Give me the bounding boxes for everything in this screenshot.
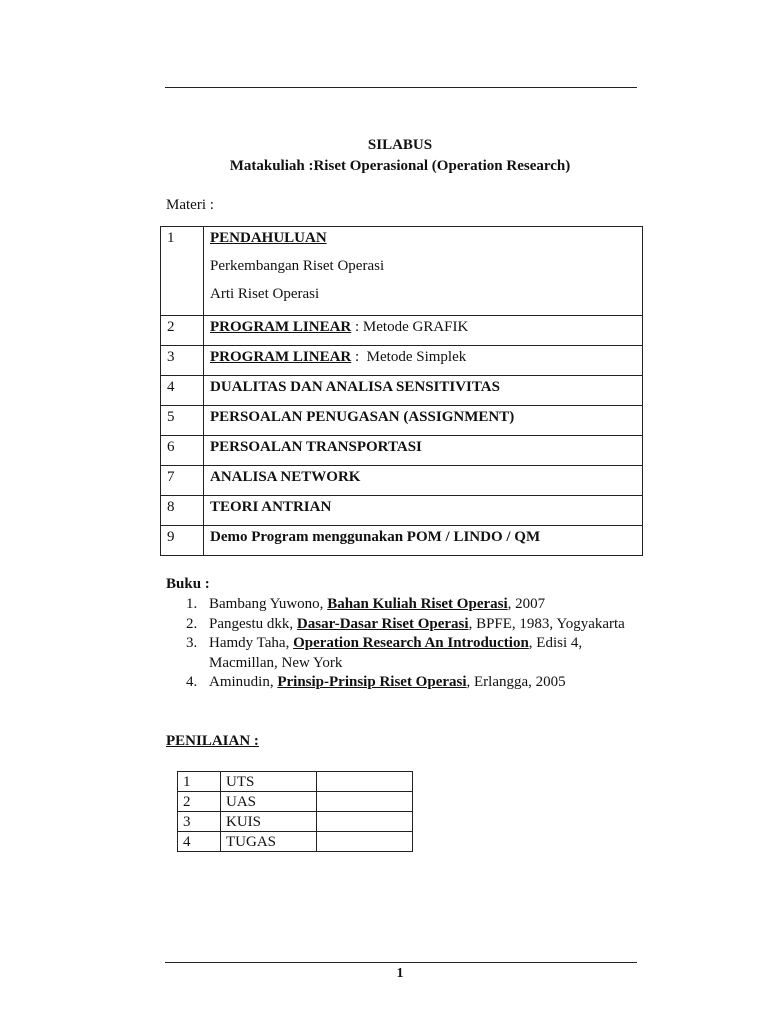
topic-subitem: Perkembangan Riset Operasi [210,258,385,274]
book-author: Pangestu dkk, [209,615,297,632]
penilaian-value [317,792,413,812]
penilaian-table [177,771,413,852]
materi-label: Materi : [166,197,214,213]
penilaian-item: TUGAS [221,832,317,852]
topic-subitem: Arti Riset Operasi [210,286,320,302]
topic-detail: : Metode GRAFIK [351,319,469,335]
course-subtitle: Matakuliah :Riset Operasional (Operation Research) [229,158,571,174]
materi-row-number: 4 [161,376,204,406]
penilaian-value [317,832,413,852]
book-list [166,595,636,693]
book-number: 2. [186,615,198,632]
book-publisher: , BPFE, 1983, Yogyakarta [468,615,625,632]
materi-row-topic: TEORI ANTRIAN [204,496,643,526]
penilaian-number: 4 [178,832,221,852]
penilaian-row [178,812,413,832]
penilaian-label: PENILAIAN : [166,733,259,749]
book-item [166,615,636,635]
book-author: Aminudin, [209,674,278,690]
materi-row-number: 6 [161,436,204,466]
book-publisher: , Edisi 4, Macmillan, New York [209,635,583,671]
book-title: Operation Research An Introduction [293,635,529,651]
materi-row-topic [204,227,643,316]
penilaian-value [317,772,413,792]
penilaian-row [178,772,413,792]
buku-label: Buku : [166,576,210,592]
penilaian-value [317,812,413,832]
materi-row-topic: PERSOALAN TRANSPORTASI [204,436,643,466]
materi-row [161,526,643,556]
header-rule [165,87,637,88]
materi-row [161,496,643,526]
materi-row-topic: PERSOALAN PENUGASAN (ASSIGNMENT) [204,406,643,436]
penilaian-number: 1 [178,772,221,792]
penilaian-row [178,832,413,852]
penilaian-item: UAS [221,792,317,812]
book-publisher: , Erlangga, 2005 [466,674,566,690]
materi-row [161,406,643,436]
document-title: SILABUS [367,137,433,153]
materi-row-number: 5 [161,406,204,436]
page-number: 1 [396,966,404,981]
materi-row [161,436,643,466]
book-item [166,595,636,615]
materi-row-number: 2 [161,316,204,346]
materi-row-topic: DUALITAS DAN ANALISA SENSITIVITAS [204,376,643,406]
book-title: Dasar-Dasar Riset Operasi [296,615,469,632]
penilaian-number: 3 [178,812,221,832]
materi-row-number: 8 [161,496,204,526]
book-title: Prinsip-Prinsip Riset Operasi [277,674,467,690]
book-number: 4. [186,674,198,690]
book-author: Bambang Yuwono, [209,596,328,612]
materi-row [161,316,643,346]
materi-row [161,346,643,376]
footer-rule [165,962,637,963]
materi-table [160,226,643,556]
topic-heading: PROGRAM LINEAR [210,349,352,365]
penilaian-row [178,792,413,812]
materi-row [161,466,643,496]
materi-row-topic [204,346,643,376]
materi-row [161,376,643,406]
penilaian-item: KUIS [221,812,317,832]
materi-row-number: 9 [161,526,204,556]
book-item [166,634,636,673]
penilaian-item: UTS [221,772,317,792]
topic-detail: : Metode Simplek [351,349,467,365]
materi-row-number: 1 [161,227,204,316]
materi-row-topic: ANALISA NETWORK [204,466,643,496]
materi-row-topic: Demo Program menggunakan POM / LINDO / QM [204,526,643,556]
book-title: Bahan Kuliah Riset Operasi [327,596,508,612]
materi-row [161,227,643,316]
materi-row-number: 3 [161,346,204,376]
book-number: 1. [186,596,198,612]
book-author: Hamdy Taha, [209,635,294,651]
book-publisher: , 2007 [507,596,546,612]
materi-row-number: 7 [161,466,204,496]
topic-heading: PENDAHULUAN [210,230,327,246]
penilaian-number: 2 [178,792,221,812]
book-item [166,673,636,693]
materi-row-topic [204,316,643,346]
topic-heading: PROGRAM LINEAR [210,319,352,335]
book-number: 3. [186,635,198,651]
